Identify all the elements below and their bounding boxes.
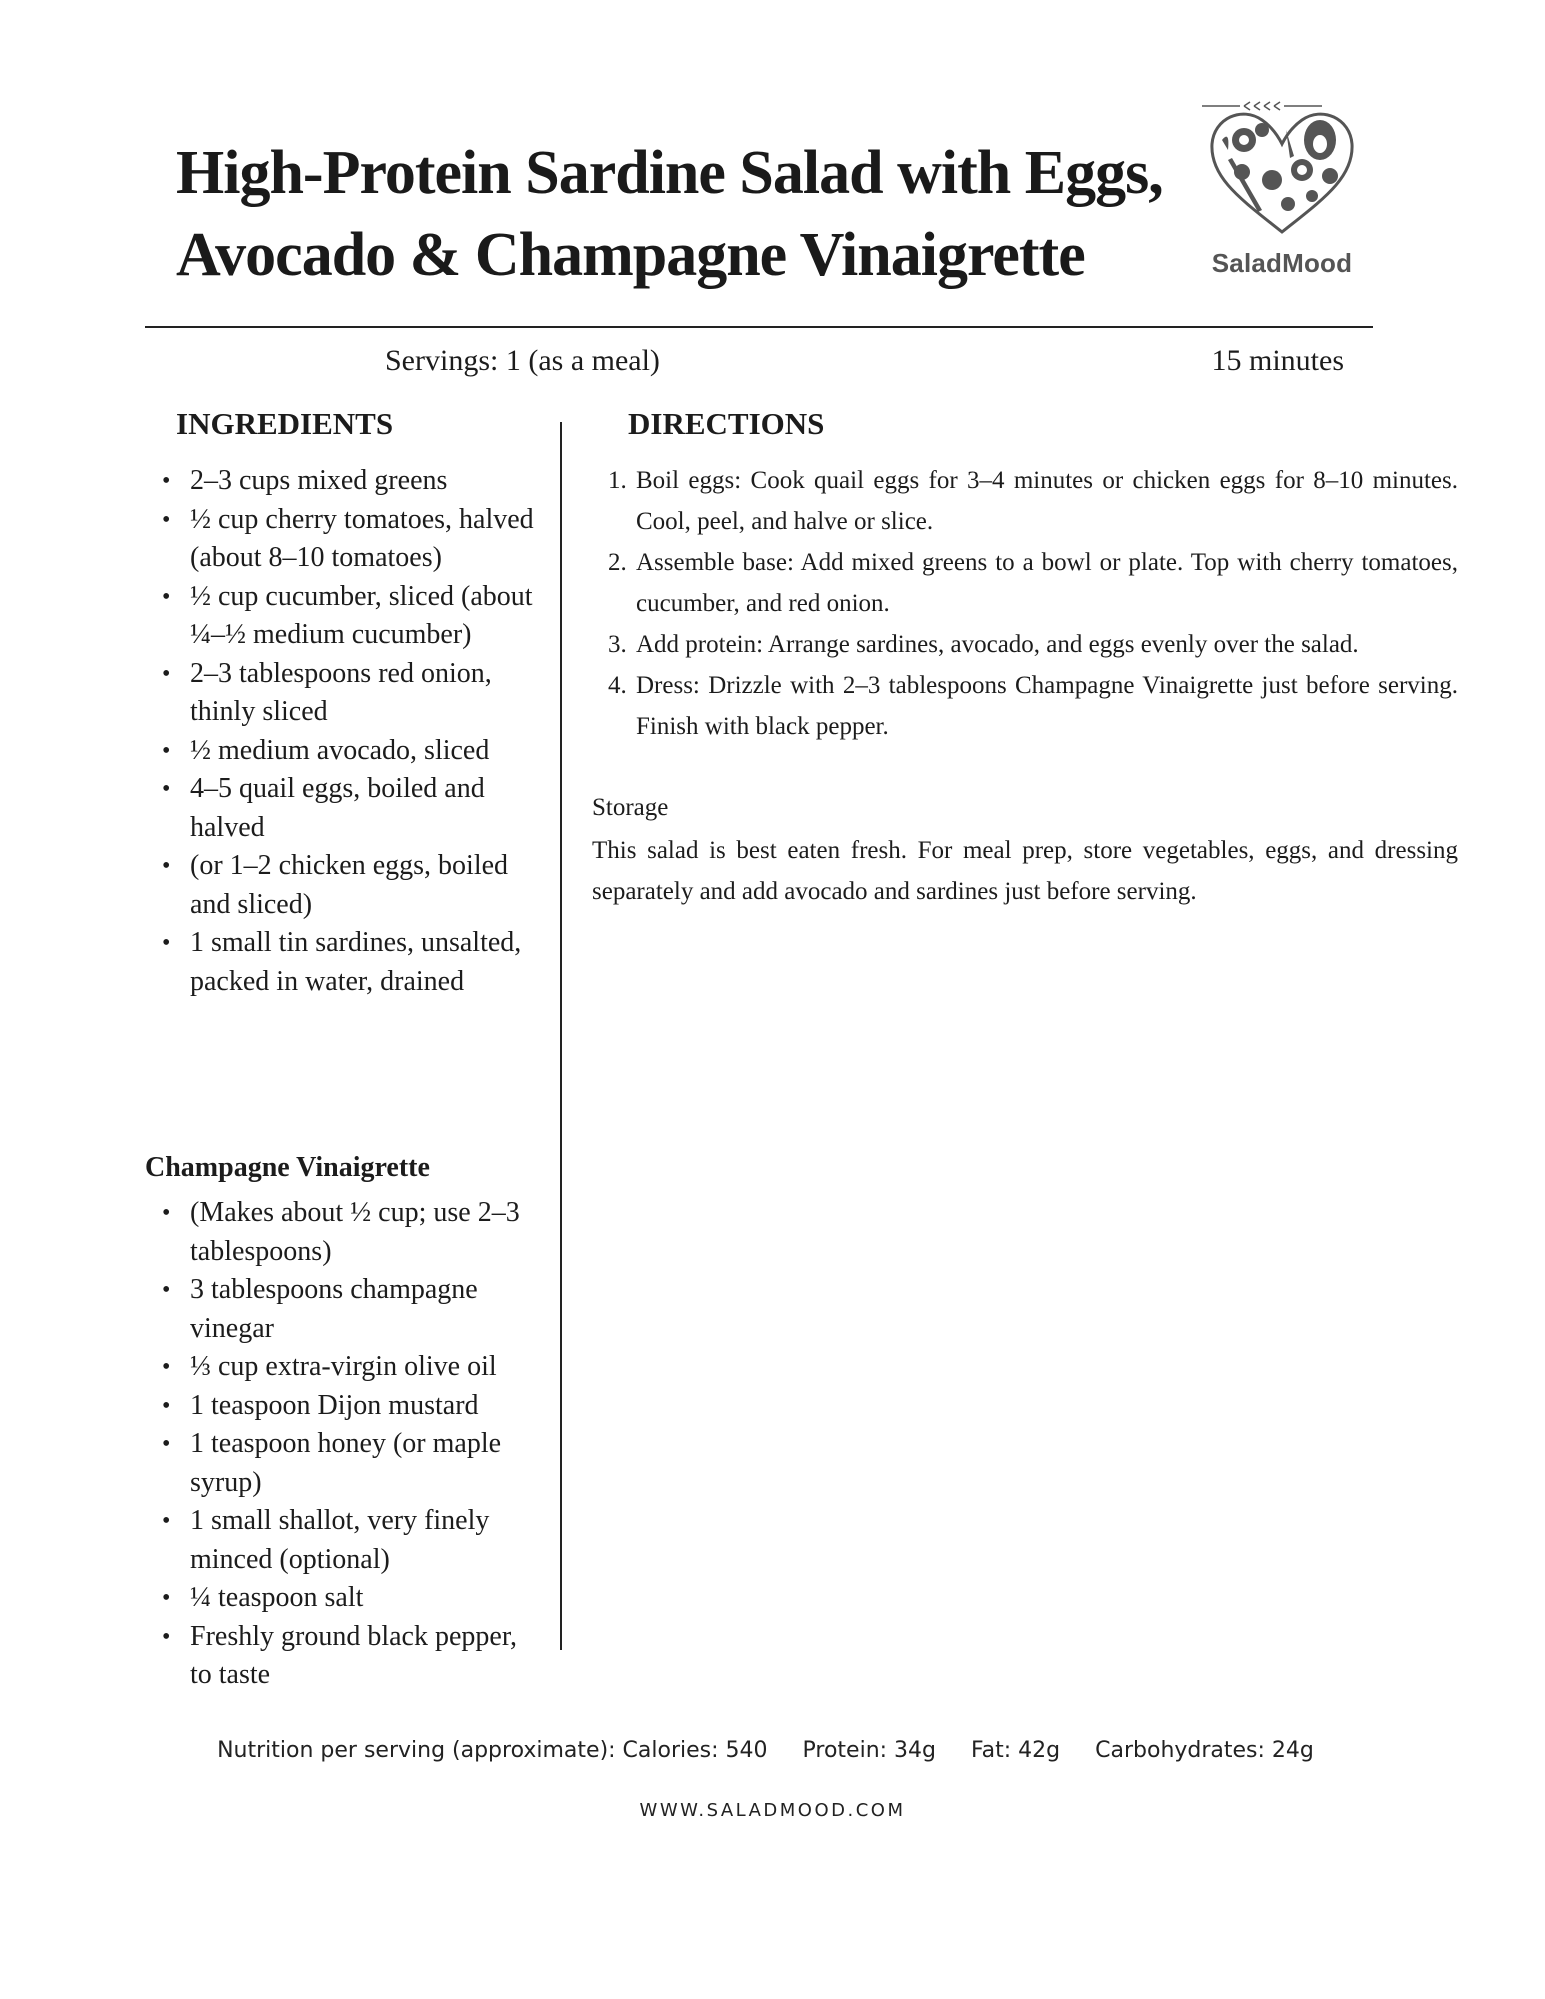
ingredients-list <box>190 462 540 1001</box>
directions-heading: DIRECTIONS <box>628 406 825 441</box>
ingredients-heading: INGREDIENTS <box>176 406 394 441</box>
heart-vegetables-icon <box>1202 100 1362 240</box>
step-text: Dress: Drizzle with 2–3 tablespoons Champagne Vinaigrette just before serving. Finish with black pepper. <box>636 672 1458 740</box>
vinaigrette-list <box>190 1194 540 1695</box>
ingredient-item: • 1 small tin sardines, unsalted, packed in water, drained <box>190 924 540 1001</box>
ingredient-item: • ½ medium avocado, sliced <box>190 732 540 771</box>
direction-step <box>608 460 1458 542</box>
ingredient-item: • (or 1–2 chicken eggs, boiled and sliced) <box>190 847 540 924</box>
vinaigrette-item: • 1 teaspoon honey (or maple syrup) <box>190 1425 540 1502</box>
flourish-icon <box>1202 100 1322 112</box>
ingredient-item: • 2–3 cups mixed greens <box>190 462 540 501</box>
step-text: Boil eggs: Cook quail eggs for 3–4 minutes or chicken eggs for 8–10 minutes. Cool, peel, and halve or slice. <box>636 467 1458 535</box>
vinaigrette-heading: Champagne Vinaigrette <box>145 1152 430 1183</box>
step-number: 3. <box>608 631 627 658</box>
nutrition-carbs: Carbohydrates: 24g <box>1095 1738 1314 1763</box>
vinaigrette-item: • Freshly ground black pepper, to taste <box>190 1618 540 1695</box>
ingredient-item: • ½ cup cucumber, sliced (about ¼–½ medium cucumber) <box>190 578 540 655</box>
nutrition-line <box>0 1738 1545 1763</box>
storage-text: This salad is best eaten fresh. For meal prep, store vegetables, eggs, and dressing separately and add avocado and sardines just before serving. <box>592 837 1458 905</box>
vinaigrette-item: • (Makes about ½ cup; use 2–3 tablespoons) <box>190 1194 540 1271</box>
nutrition-protein: Protein: 34g <box>802 1738 937 1763</box>
recipe-title <box>176 132 1196 296</box>
ingredient-item: • 4–5 quail eggs, boiled and halved <box>190 770 540 847</box>
ingredient-item: • ½ cup cherry tomatoes, halved (about 8–10 tomatoes) <box>190 501 540 578</box>
column-divider <box>560 422 562 1650</box>
step-number: 4. <box>608 672 627 699</box>
website-link[interactable]: WWW.SALADMOOD.COM <box>639 1800 906 1821</box>
direction-step <box>608 665 1458 747</box>
vinaigrette-item: • 1 teaspoon Dijon mustard <box>190 1387 540 1426</box>
ingredient-item: • 2–3 tablespoons red onion, thinly sliced <box>190 655 540 732</box>
step-text: Add protein: Arrange sardines, avocado, and eggs evenly over the salad. <box>636 631 1359 658</box>
step-number: 2. <box>608 549 627 576</box>
title-line-2: Avocado & Champagne Vinaigrette <box>176 221 1085 289</box>
vinaigrette-item: • 3 tablespoons champagne vinegar <box>190 1271 540 1348</box>
time-text: 15 minutes <box>1211 344 1344 377</box>
vinaigrette-item: • ¼ teaspoon salt <box>190 1579 540 1618</box>
saladmood-logo <box>1192 100 1372 300</box>
vinaigrette-item: • 1 small shallot, very finely minced (optional) <box>190 1502 540 1579</box>
storage-heading: Storage <box>592 794 669 821</box>
direction-step <box>608 624 1458 665</box>
direction-step <box>608 542 1458 624</box>
header-divider <box>145 326 1373 328</box>
servings-text: Servings: 1 (as a meal) <box>385 344 660 377</box>
logo-text: SaladMood <box>1211 248 1353 278</box>
vinaigrette-item: • ⅓ cup extra-virgin olive oil <box>190 1348 540 1387</box>
title-line-1: High-Protein Sardine Salad with Eggs, <box>176 139 1163 207</box>
directions-list <box>608 460 1458 747</box>
nutrition-calories: Nutrition per serving (approximate): Calories: 540 <box>217 1738 768 1763</box>
step-text: Assemble base: Add mixed greens to a bowl or plate. Top with cherry tomatoes, cucumber, and red onion. <box>636 549 1458 617</box>
step-number: 1. <box>608 467 627 494</box>
nutrition-fat: Fat: 42g <box>971 1738 1061 1763</box>
